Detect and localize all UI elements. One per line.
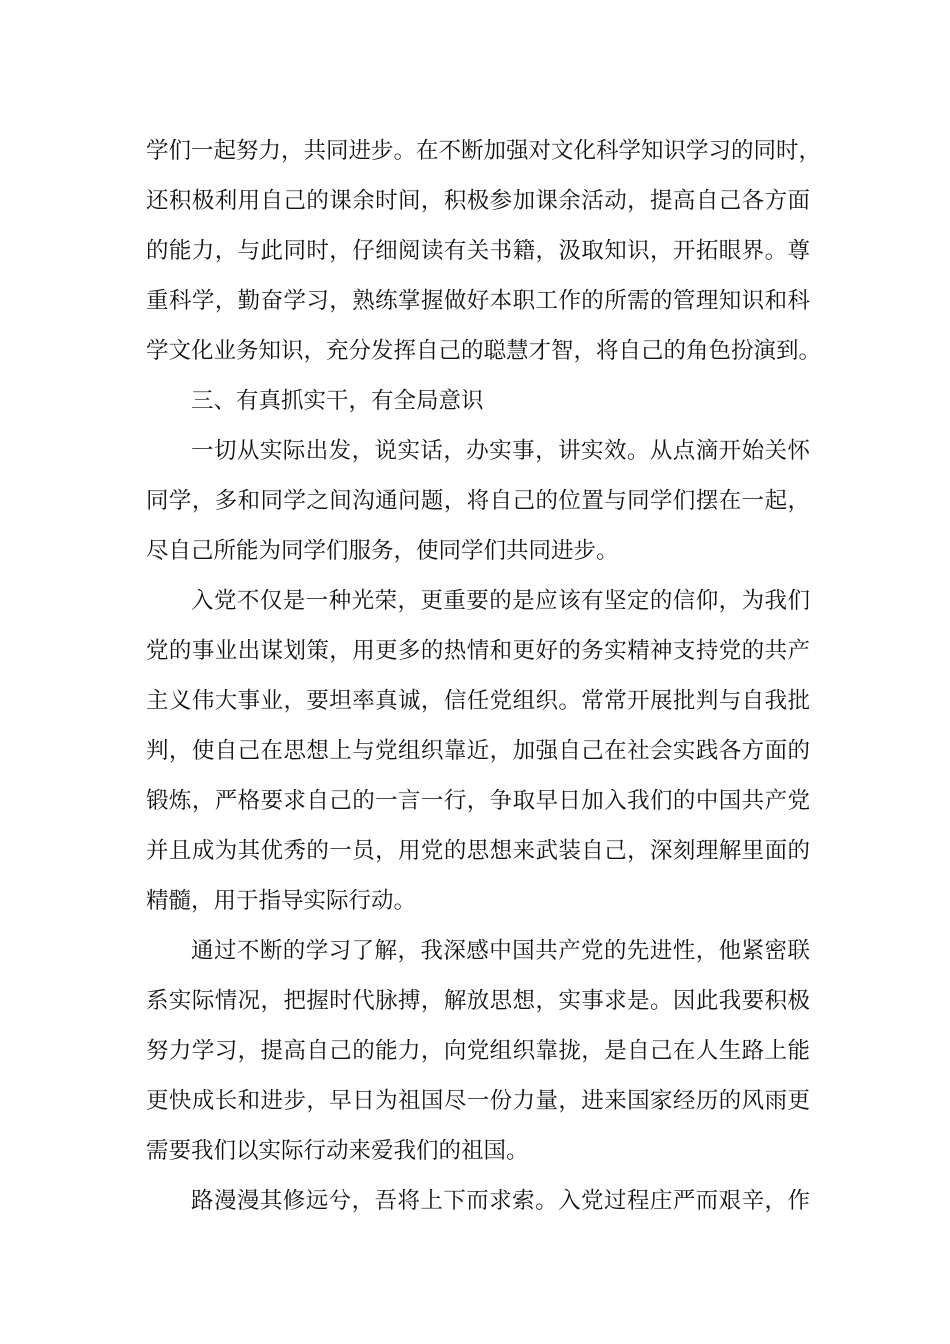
text-line: 尽自己所能为同学们服务，使同学们共同进步。 bbox=[146, 538, 619, 564]
text-line: 的能力，与此同时，仔细阅读有关书籍，汲取知识，开拓眼界。尊 bbox=[146, 238, 810, 264]
text-line: 党的事业出谋划策，用更多的热情和更好的务实精神支持党的共产 bbox=[146, 638, 810, 664]
section-heading: 三、有真抓实干，有全局意识 bbox=[191, 388, 484, 414]
text-line: 系实际情况，把握时代脉搏，解放思想，实事求是。因此我要积极 bbox=[146, 988, 810, 1014]
text-line: 入党不仅是一种光荣，更重要的是应该有坚定的信仰，为我们 bbox=[191, 588, 810, 614]
text-line: 重科学，勤奋学习，熟练掌握做好本职工作的所需的管理知识和科 bbox=[146, 288, 810, 314]
text-line: 精髓，用于指导实际行动。 bbox=[146, 888, 417, 914]
text-line: 学文化业务知识，充分发挥自己的聪慧才智，将自己的角色扮演到。 bbox=[146, 338, 822, 364]
text-line: 一切从实际出发，说实话，办实事，讲实效。从点滴开始关怀 bbox=[191, 438, 810, 464]
text-line: 主义伟大事业，要坦率真诚，信任党组织。常常开展批判与自我批 bbox=[146, 688, 810, 714]
text-line: 通过不断的学习了解，我深感中国共产党的先进性，他紧密联 bbox=[191, 938, 810, 964]
text-line: 判，使自己在思想上与党组织靠近，加强自己在社会实践各方面的 bbox=[146, 738, 810, 764]
text-line: 需要我们以实际行动来爱我们的祖国。 bbox=[146, 1138, 529, 1164]
document-body bbox=[146, 126, 822, 1226]
text-line: 还积极利用自己的课余时间，积极参加课余活动，提高自己各方面 bbox=[146, 188, 810, 214]
text-line: 同学，多和同学之间沟通问题，将自己的位置与同学们摆在一起， bbox=[146, 488, 810, 514]
text-line: 努力学习，提高自己的能力，向党组织靠拢，是自己在人生路上能 bbox=[146, 1038, 810, 1064]
text-line: 更快成长和进步，早日为祖国尽一份力量，进来国家经历的风雨更 bbox=[146, 1088, 810, 1114]
text-line: 锻炼，严格要求自己的一言一行，争取早日加入我们的中国共产党 bbox=[146, 788, 810, 814]
text-line: 路漫漫其修远兮，吾将上下而求索。入党过程庄严而艰辛，作 bbox=[191, 1188, 810, 1214]
text-line: 并且成为其优秀的一员，用党的思想来武装自己，深刻理解里面的 bbox=[146, 838, 810, 864]
text-line: 学们一起努力，共同进步。在不断加强对文化科学知识学习的同时， bbox=[146, 138, 822, 164]
